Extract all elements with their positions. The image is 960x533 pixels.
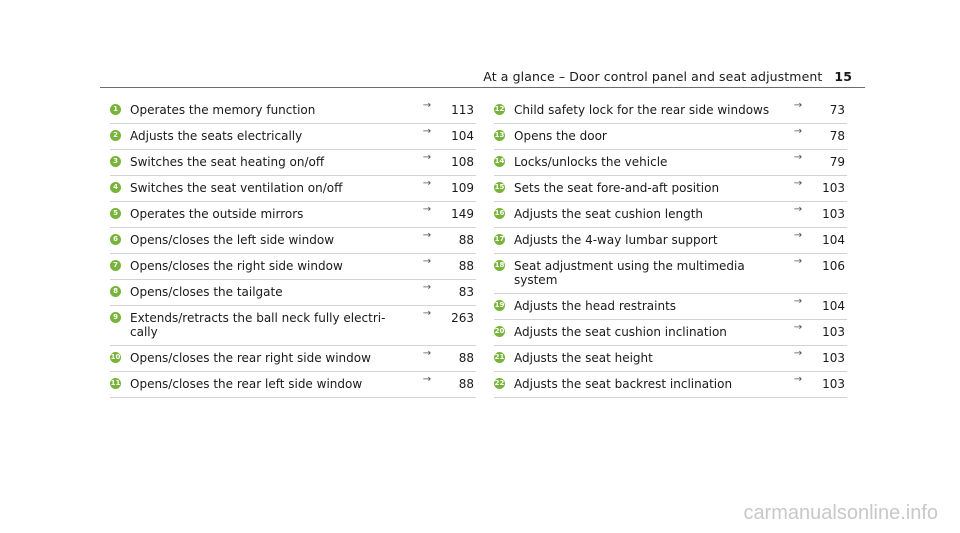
list-item — [494, 98, 847, 124]
watermark: carmanualsonline.info — [743, 502, 938, 524]
item-label: Opens/closes the tailgate — [130, 285, 283, 299]
page-reference[interactable]: 104 — [451, 129, 474, 143]
item-label: Opens the door — [514, 129, 607, 143]
arrow-right-icon: → — [793, 100, 803, 111]
arrow-right-icon: → — [422, 100, 432, 111]
arrow-right-icon: → — [422, 126, 432, 137]
item-number-badge: 19 — [494, 301, 505, 309]
item-label: Adjusts the head restraints — [514, 299, 677, 313]
item-label: Seat adjustment using the multimedia system — [514, 259, 745, 287]
item-label: Extends/retracts the ball neck fully electri- cally — [130, 311, 386, 339]
arrow-right-icon: → — [793, 178, 803, 189]
page-reference[interactable]: 109 — [451, 181, 474, 195]
page-reference[interactable]: 88 — [458, 377, 474, 391]
item-number-badge: 13 — [494, 131, 505, 139]
item-number-badge: 15 — [494, 183, 505, 191]
item-label: Adjusts the seat backrest inclination — [514, 377, 733, 391]
item-label: Sets the seat fore-and-aft position — [514, 181, 720, 195]
item-label: Opens/closes the rear left side window — [130, 377, 363, 391]
item-label: Operates the memory function — [130, 103, 316, 117]
item-label: Opens/closes the rear right side window — [130, 351, 371, 365]
arrow-right-icon: → — [422, 282, 432, 293]
list-item — [494, 320, 847, 346]
item-number-badge: 5 — [110, 208, 121, 219]
list-item — [110, 124, 476, 150]
item-number-badge: 16 — [494, 209, 505, 217]
item-label: Adjusts the seats electrically — [130, 129, 303, 143]
item-label: Switches the seat ventilation on/off — [130, 181, 343, 195]
list-item — [494, 372, 847, 398]
arrow-right-icon: → — [422, 204, 432, 215]
list-item — [110, 202, 476, 228]
page-header — [0, 69, 852, 84]
list-item — [494, 346, 847, 372]
list-item — [110, 280, 476, 306]
arrow-right-icon: → — [793, 296, 803, 307]
arrow-right-icon: → — [793, 374, 803, 385]
page-reference[interactable]: 103 — [822, 377, 845, 391]
item-label: Adjusts the seat height — [514, 351, 653, 365]
page-reference[interactable]: 88 — [458, 233, 474, 247]
item-number-badge: 10 — [110, 353, 121, 361]
arrow-right-icon: → — [793, 126, 803, 137]
left-item-list — [110, 98, 476, 398]
arrow-right-icon: → — [422, 152, 432, 163]
item-label: Child safety lock for the rear side windows — [514, 103, 770, 117]
list-item — [110, 254, 476, 280]
arrow-right-icon: → — [793, 348, 803, 359]
page-reference[interactable]: 104 — [822, 299, 845, 313]
page-reference[interactable]: 83 — [458, 285, 474, 299]
item-number-badge: 18 — [494, 261, 505, 269]
item-number-badge: 12 — [494, 105, 505, 113]
list-item — [110, 372, 476, 398]
item-number-badge: 2 — [110, 130, 121, 141]
item-label: Opens/closes the right side window — [130, 259, 343, 273]
item-number-badge: 8 — [110, 286, 121, 297]
list-item — [110, 228, 476, 254]
page-reference[interactable]: 88 — [458, 259, 474, 273]
right-item-list — [494, 98, 847, 398]
item-number-badge: 9 — [110, 312, 121, 323]
arrow-right-icon: → — [422, 374, 432, 385]
page-reference[interactable]: 103 — [822, 181, 845, 195]
page-reference[interactable]: 103 — [822, 207, 845, 221]
page-reference[interactable]: 106 — [822, 259, 845, 273]
list-item — [110, 346, 476, 372]
page-reference[interactable]: 149 — [451, 207, 474, 221]
item-number-badge: 11 — [110, 379, 121, 387]
item-label: Locks/unlocks the vehicle — [514, 155, 668, 169]
arrow-right-icon: → — [422, 256, 432, 267]
page-reference[interactable]: 113 — [451, 103, 474, 117]
list-item — [110, 176, 476, 202]
item-label: Adjusts the seat cushion length — [514, 207, 703, 221]
page-reference[interactable]: 78 — [829, 129, 845, 143]
item-number-badge: 6 — [110, 234, 121, 245]
list-item — [110, 98, 476, 124]
item-number-badge: 22 — [494, 379, 505, 387]
page-reference[interactable]: 263 — [451, 311, 474, 325]
arrow-right-icon: → — [422, 308, 432, 319]
item-number-badge: 20 — [494, 327, 505, 335]
item-number-badge: 14 — [494, 157, 505, 165]
page-reference[interactable]: 104 — [822, 233, 845, 247]
item-number-badge: 7 — [110, 260, 121, 271]
item-label: Opens/closes the left side window — [130, 233, 335, 247]
arrow-right-icon: → — [793, 152, 803, 163]
arrow-right-icon: → — [793, 256, 803, 267]
item-number-badge: 17 — [494, 235, 505, 243]
arrow-right-icon: → — [422, 230, 432, 241]
arrow-right-icon: → — [422, 178, 432, 189]
item-label: Adjusts the 4-way lumbar support — [514, 233, 718, 247]
arrow-right-icon: → — [793, 230, 803, 241]
page-reference[interactable]: 73 — [829, 103, 845, 117]
list-item — [494, 254, 847, 294]
list-item — [494, 228, 847, 254]
list-item — [494, 176, 847, 202]
page-reference[interactable]: 103 — [822, 325, 845, 339]
list-item — [494, 150, 847, 176]
arrow-right-icon: → — [793, 322, 803, 333]
arrow-right-icon: → — [793, 204, 803, 215]
item-number-badge: 1 — [110, 104, 121, 115]
page-reference[interactable]: 103 — [822, 351, 845, 365]
arrow-right-icon: → — [422, 348, 432, 359]
header-rule — [100, 87, 865, 88]
page-reference[interactable]: 79 — [829, 155, 845, 169]
page-number: 15 — [834, 69, 852, 84]
item-label: Adjusts the seat cushion inclination — [514, 325, 727, 339]
page-reference[interactable]: 108 — [451, 155, 474, 169]
list-item — [494, 202, 847, 228]
item-number-badge: 21 — [494, 353, 505, 361]
item-number-badge: 3 — [110, 156, 121, 167]
page-reference[interactable]: 88 — [458, 351, 474, 365]
list-item — [110, 306, 476, 346]
list-item — [110, 150, 476, 176]
item-number-badge: 4 — [110, 182, 121, 193]
list-item — [494, 294, 847, 320]
item-label: Operates the outside mirrors — [130, 207, 304, 221]
list-item — [494, 124, 847, 150]
header-title: At a glance – Door control panel and seat adjustment — [483, 69, 823, 84]
item-label: Switches the seat heating on/off — [130, 155, 325, 169]
